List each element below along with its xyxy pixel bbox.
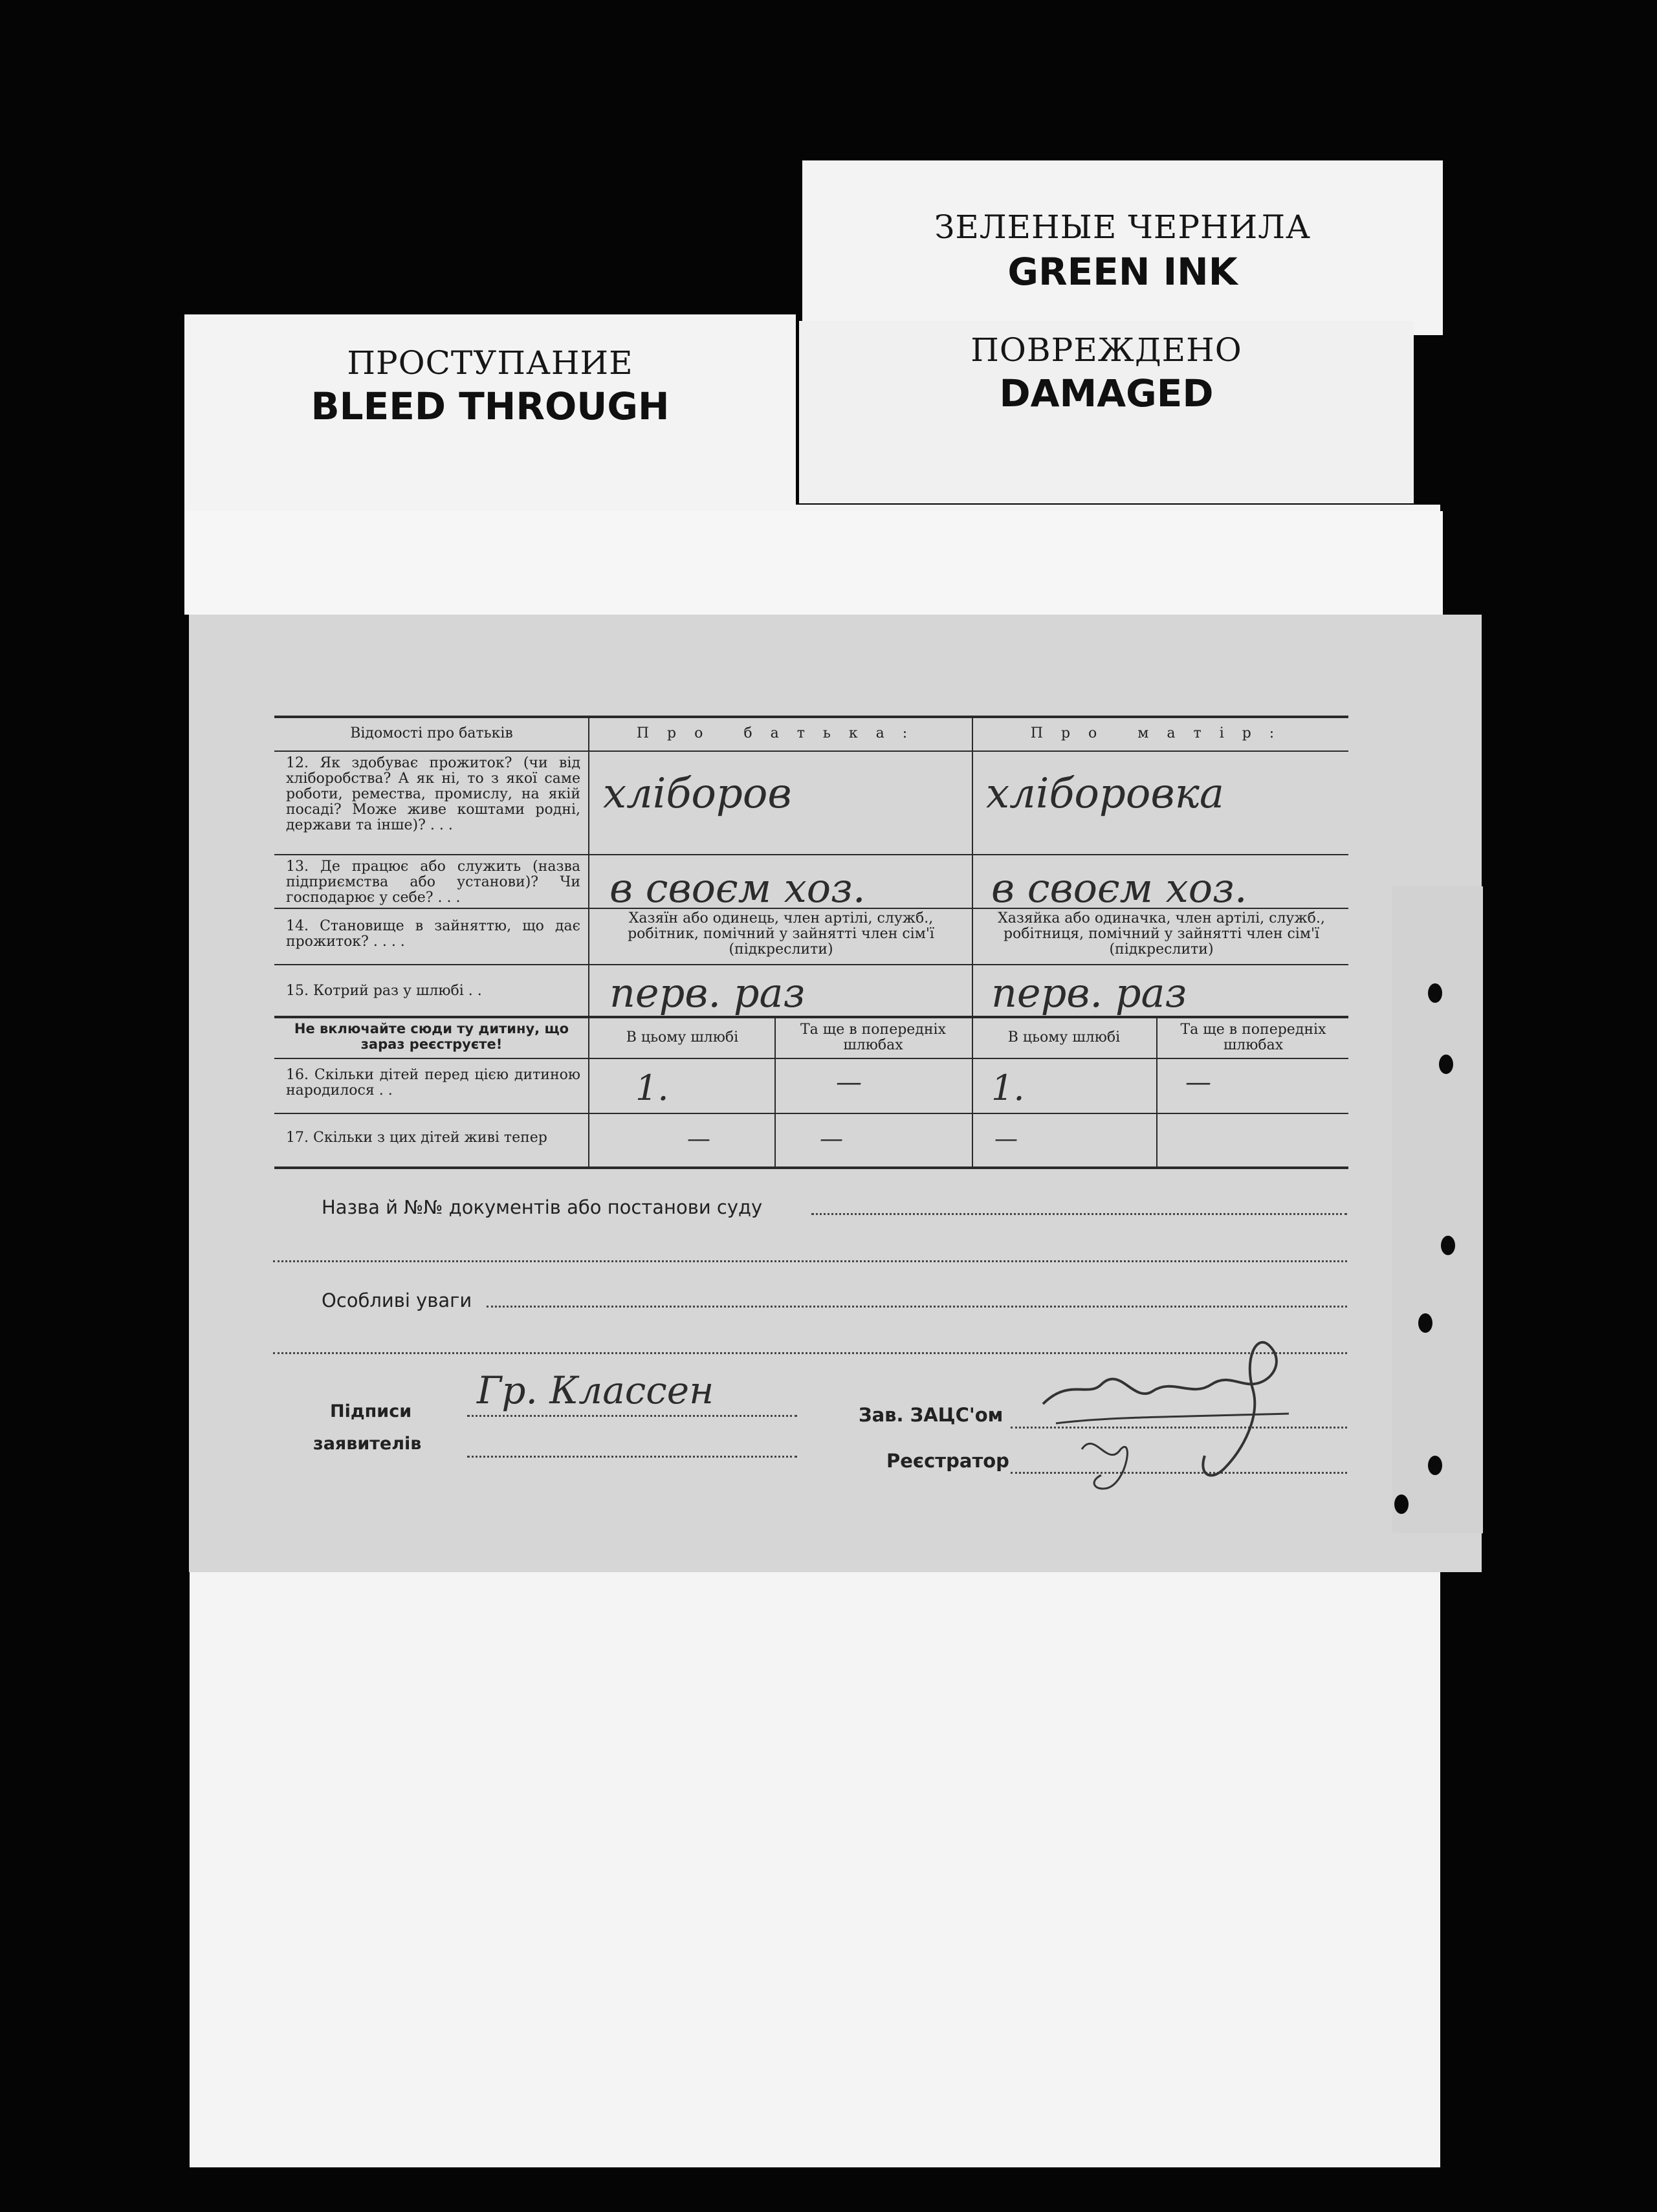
row-15-mother: перв. раз: [991, 969, 1187, 1016]
row-14-mother: Хазяйка або одиначка, член артілі, служб., робітниця, помічний у зайнятті член сім'ї (підкреслити): [998, 910, 1325, 958]
green-ink-ru-label: ЗЕЛЕНЫЕ ЧЕРНИЛА: [934, 208, 1311, 246]
punch-hole: [1428, 983, 1442, 1003]
special-notes-line: [487, 1306, 1347, 1308]
green-ink-card: [802, 160, 1443, 335]
row-17-father-prev: —: [820, 1126, 843, 1152]
header-mother: Про матір:: [1030, 725, 1293, 741]
mother-in-previous-marriages: Та ще в попередніх шлюбах: [1180, 1022, 1326, 1053]
white-strip: [184, 511, 1443, 615]
row-12-mother: хліборовка: [986, 770, 1225, 818]
zags-head-label: Зав. ЗАЦС'ом: [859, 1404, 1004, 1426]
signature-line-1: [467, 1415, 797, 1417]
damaged-en-label: DAMAGED: [999, 371, 1214, 415]
header-parents-info: Відомості про батьків: [350, 725, 513, 741]
punch-hole: [1441, 1236, 1455, 1255]
row-16-father-this: 1.: [635, 1068, 669, 1108]
documents-line-2: [273, 1260, 1347, 1262]
punch-hole: [1394, 1495, 1409, 1514]
row-16-label: 16. Скільки дітей перед цією дитиною народилося . .: [286, 1067, 580, 1099]
applicant-signature: Гр. Классен: [477, 1368, 714, 1412]
damaged-card: [799, 321, 1414, 503]
row-14-father: Хазяїн або одинець, член артілі, служб., робітник, помічний у зайнятті член сім'ї (підкреслити): [628, 910, 934, 958]
documents-label: Назва й №№ документів або постанови суду: [322, 1196, 763, 1218]
documents-line: [811, 1213, 1347, 1215]
header-father: Про батька:: [636, 725, 926, 741]
registration-form: [189, 615, 1482, 1572]
row-13-label: 13. Де працює або служить (назва підприємства або установи)? Чи господарює у себе? . . .: [286, 859, 580, 906]
row-17-mother-this: —: [994, 1126, 1018, 1152]
row-15-father: перв. раз: [609, 969, 806, 1016]
bleed-through-card: [184, 314, 796, 521]
row-12-label: 12. Як здобуває прожиток? (чи від хліборобства? А як ні, то з якої саме роботи, ремества, промислу, на якій посаді? Може живе коштами родні, держави та інше)? . . .: [286, 755, 580, 833]
green-ink-en-label: GREEN INK: [1007, 250, 1238, 294]
registrar-label: Реєстратор: [886, 1450, 1009, 1472]
row-12-father: хліборов: [603, 770, 792, 818]
row-13-father: в своєм хоз.: [609, 864, 866, 912]
applicants-label: заявителів: [313, 1434, 422, 1454]
father-in-previous-marriages: Та ще в попередніх шлюбах: [800, 1022, 946, 1053]
row-17-father-this: —: [687, 1126, 710, 1152]
punch-hole: [1418, 1313, 1432, 1333]
row-16-mother-prev: —: [1185, 1068, 1211, 1097]
binding-tab: [1392, 886, 1483, 1533]
row-16-father-prev: —: [836, 1068, 862, 1097]
punch-hole: [1439, 1055, 1453, 1074]
damaged-ru-label: ПОВРЕЖДЕНО: [971, 331, 1242, 369]
row-16-mother-this: 1.: [991, 1068, 1025, 1108]
bleed-through-ru-label: ПРОСТУПАНИЕ: [347, 344, 633, 382]
row-15-label: 15. Котрий раз у шлюбі . .: [286, 983, 482, 999]
children-note: Не включайте сюди ту дитину, що зараз реєструєте!: [294, 1021, 569, 1052]
father-in-this-marriage: В цьому шлюбі: [626, 1029, 739, 1046]
row-14-label: 14. Становище в зайняттю, що дає прожиток? . . . .: [286, 918, 580, 950]
punch-hole: [1428, 1456, 1442, 1475]
row-13-mother: в своєм хоз.: [991, 864, 1247, 912]
signatures-label: Підписи: [330, 1401, 412, 1421]
bleed-through-en-label: BLEED THROUGH: [311, 384, 670, 428]
special-notes-label: Особливі уваги: [322, 1289, 472, 1311]
mother-in-this-marriage: В цьому шлюбі: [1007, 1029, 1121, 1046]
signature-line-2: [467, 1456, 797, 1458]
official-signature-scribble: [1030, 1320, 1315, 1501]
row-17-label: 17. Скільки з цих дітей живі тепер: [286, 1130, 547, 1146]
